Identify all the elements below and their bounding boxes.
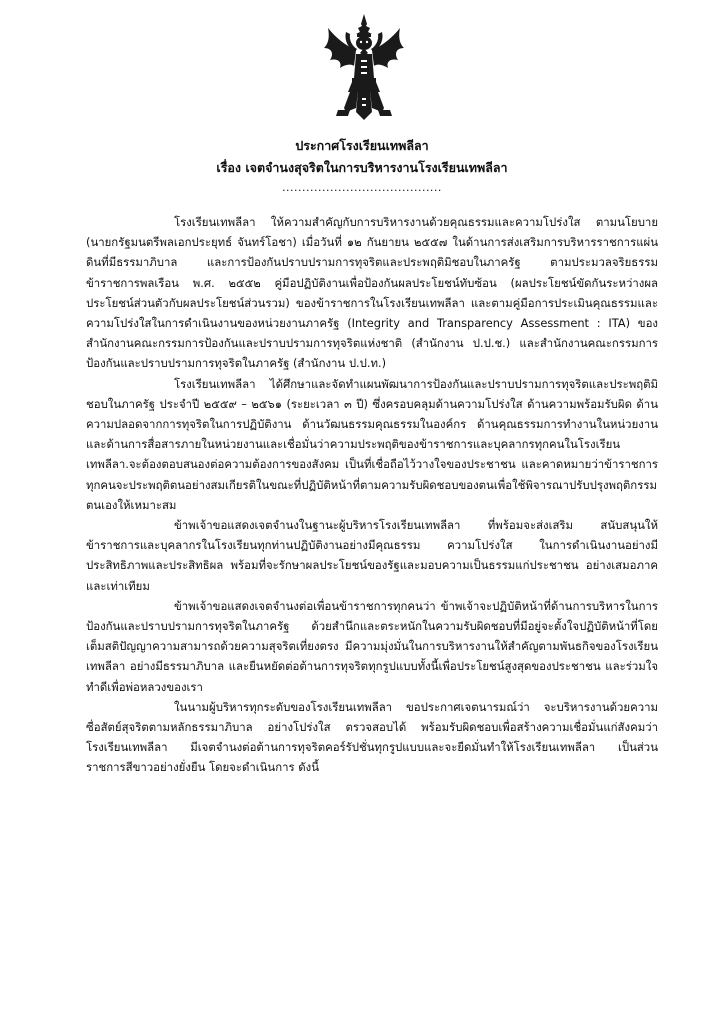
garuda-icon [322, 12, 406, 124]
announcement-title: ประกาศโรงเรียนเทพลีลา [295, 138, 429, 153]
paragraph-2: โรงเรียนเทพลีลา ได้ศึกษาและจัดทำแผนพัฒนาการป้องกันและปราบปรามการทุจริตและประพฤติมิชอบในภาครัฐ ประจำปี ๒๕๕๙ – ๒๕๖๑ (ระยะเวลา ๓ ปี) ซึ่งครอบคลุมด้านความโปร่งใส ด้านความพร้อมรับผิด ด้านความปลอดจากการทุจริตในการปฏิบัติงาน ด้านวัฒนธรรมคุณธรรมในองค์กร ด้านคุณธรรมการทำงานในหน่วยงาน และด้านการสื่อสารภายในหน่วยงานและเชื่อมั่นว่าความประพฤติของข้าราชการและบุคลากรทุกคนในโรงเรียนเทพลีลา.จะต้องตอบสนองต่อความต้องการของสังคม เป็นที่เชื่อถือไว้วางใจของประชาชน และคาดหมายว่าข้าราชการทุกคนจะประพฤติตนอย่างสมเกียรติในขณะที่ปฏิบัติหน้าที่ตามความรับผิดชอบของตนเพื่อใช้พิจารณาปรับปรุงพฤติกรรมตนเองให้เหมาะสม [86, 376, 658, 512]
announcement-body [86, 212, 658, 778]
paragraph-4: ข้าพเจ้าขอแสดงเจตจำนงต่อเพื่อนข้าราชการทุกคนว่า ข้าพเจ้าจะปฏิบัติหน้าที่ด้านการบริหารในการป้องกันและปราบปรามการทุจริตในภาครัฐ ด้วยสำนึกและตระหนักในความรับผิดชอบที่มีอยู่จะตั้งใจปฏิบัติหน้าที่โดยเต็มสติปัญญาความสามารถด้วยความสุจริตเที่ยงตรง มีความมุ่งมั่นในการบริหารงานให้สำคัญตามพันธกิจของโรงเรียนเทพลีลา อย่างมีธรรมาภิบาล และยืนหยัดต่อต้านการทุจริตทุกรูปแบบทั้งนี้เพื่อประโยชน์สูงสุดของประชาชน และร่วมใจทำดีเพื่อพ่อหลวงของเรา [86, 598, 658, 694]
paragraph-5: ในนามผู้บริหารทุกระดับของโรงเรียนเทพลีลา ขอประกาศเจตนารมณ์ว่า จะบริหารงานด้วยความซื่อสัตย์สุจริตตามหลักธรรมาภิบาล อย่างโปร่งใส ตรวจสอบได้ พร้อมรับผิดชอบเพื่อสร้างความเชื่อมั่นแก่สังคมว่า โรงเรียนเทพลีลา มีเจตจำนงต่อต้านการทุจริตคอร์รัปชั่นทุกรูปแบบและจะยืดมั่นทำให้โรงเรียนเทพลีลา เป็นส่วนราชการสีขาวอย่างยั่งยืน โดยจะดำเนินการ ดังนี้ [86, 699, 658, 775]
paragraph-1: โรงเรียนเทพลีลา ให้ความสำคัญกับการบริหารงานด้วยคุณธรรมและความโปร่งใส ตามนโยบาย (นายกรัฐมนตรีพลเอกประยุทธ์ จันทร์โอชา) เมื่อวันที่ ๑๒ กันยายน ๒๕๕๗ ในด้านการส่งเสริมการบริหารราชการแผ่นดินที่มีธรรมาภิบาล และการป้องกันปราบปรามการทุจริตและประพฤติมิชอบในภาครัฐ ตามประมวลจริยธรรมข้าราชการพลเรือน พ.ศ. ๒๕๕๒ คู่มือปฏิบัติงานเพื่อป้องกันผลประโยชน์ทับซ้อน (ผลประโยชน์ขัดกันระหว่างผลประโยชน์ส่วนตัวกับผลประโยชน์ส่วนรวม) ของข้าราชการในโรงเรียนเทพลีลา และตามคู่มือการประเมินคุณธรรมและความโปร่งใสในการดำเนินงานของหน่วยงานภาครัฐ (Integrity and Transparency Assessment : ITA) ของสำนักงานคณะกรรมการป้องกันและปราบปรามการทุจริตแห่งชาติ (สำนักงาน ป.ป.ช.) และสำนักงานคณะกรรมการป้องกันและปราบปรามการทุจริตในภาครัฐ (สำนักงาน ป.ป.ท.) [86, 215, 658, 371]
garuda-emblem [322, 12, 406, 124]
announcement-subject: เรื่อง เจตจำนงสุจริตในการบริหารงานโรงเรียนเทพลีลา [216, 160, 508, 175]
paragraph-3: ข้าพเจ้าขอแสดงเจตจำนงในฐานะผู้บริหารโรงเรียนเทพลีลา ที่พร้อมจะส่งเสริม สนับสนุนให้ข้าราชการและบุคลากรในโรงเรียนทุกท่านปฏิบัติงานอย่างมีคุณธรรม ความโปร่งใส ในการดำเนินงานอย่างมีประสิทธิภาพและประสิทธิผล พร้อมที่จะรักษาผลประโยชน์ของรัฐและมอบความเป็นธรรมแก่ประชาชน อย่างเสมอภาคและเท่าเทียม [86, 518, 658, 593]
title-separator: ........................................ [282, 181, 442, 194]
